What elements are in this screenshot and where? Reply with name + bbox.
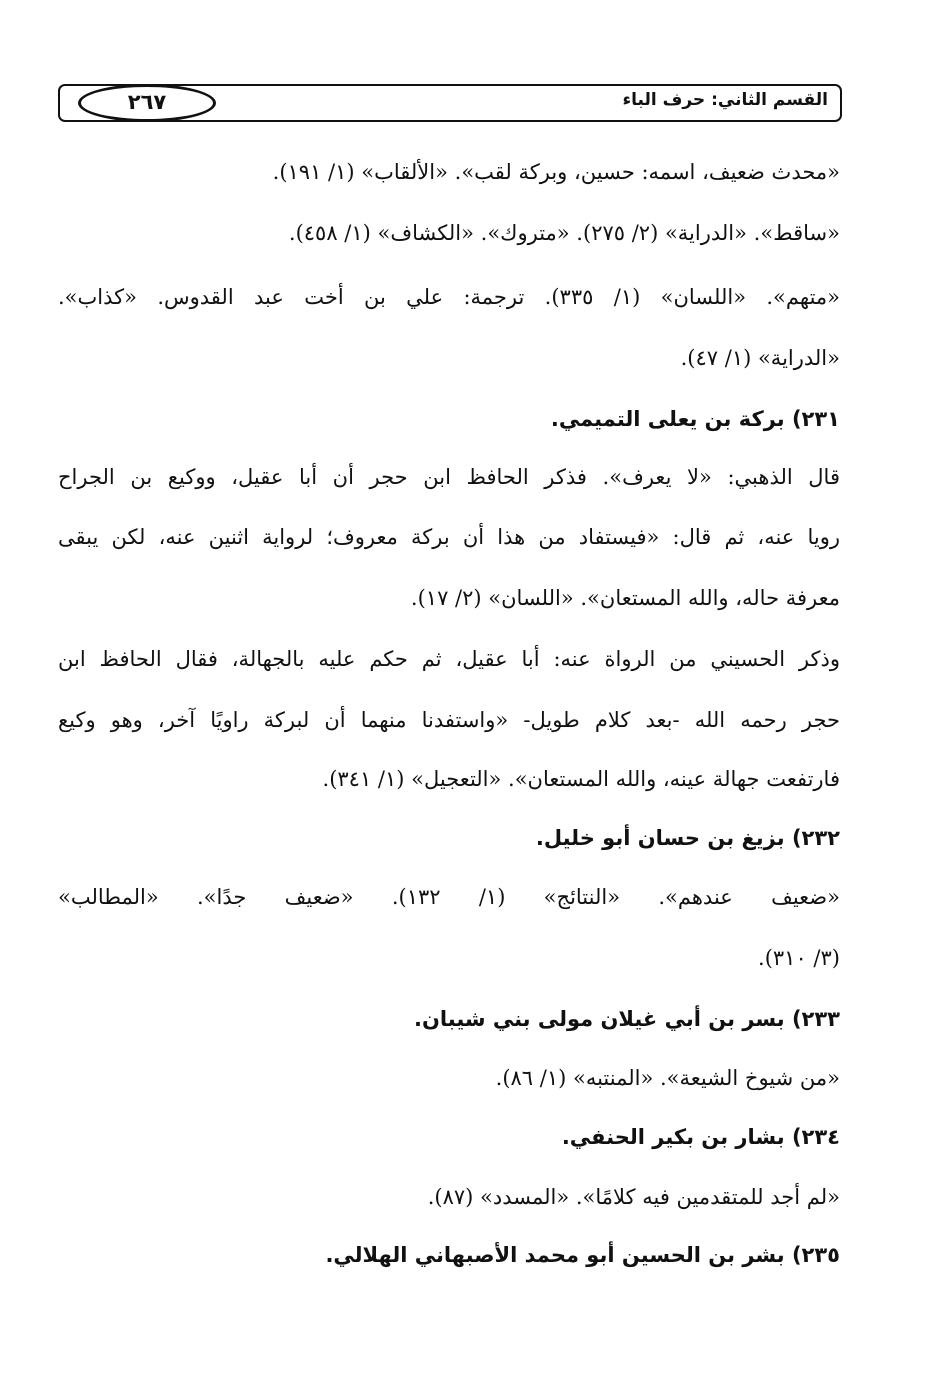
text-line: فارتفعت جهالة عينه، والله المستعان». «التعجيل» (١/ ٣٤١). [322, 767, 840, 791]
page-number: ٢٦٧ [78, 84, 216, 122]
text-line: «محدث ضعيف، اسمه: حسين، وبركة لقب». «الألقاب» (١/ ١٩١). [272, 160, 840, 184]
entry-heading: ٢٣٣) بسر بن أبي غيلان مولى بني شيبان. [413, 1007, 840, 1031]
entry-heading: ٢٣٤) بشار بن بكير الحنفي. [561, 1125, 840, 1149]
text-line: «ضعيف عندهم». «النتائج» (١/ ١٣٢). «ضعيف جدًا». «المطالب» [58, 885, 840, 909]
text-line: «متهم». «اللسان» (١/ ٣٣٥). ترجمة: علي بن أخت عبد القدوس. «كذاب». [58, 285, 840, 309]
text-line: «ساقط». «الدراية» (٢/ ٢٧٥). «متروك». «الكشاف» (١/ ٤٥٨). [288, 221, 840, 245]
text-line: رويا عنه، ثم قال: «فيستفاد من هذا أن بركة معروف؛ لرواية اثنين عنه، لكن يبقى [58, 525, 840, 549]
text-line: «الدراية» (١/ ٤٧). [680, 346, 840, 370]
text-line: «لم أجد للمتقدمين فيه كلامًا». «المسدد» (٨٧). [427, 1185, 840, 1209]
running-header [58, 84, 842, 122]
text-line: معرفة حاله، والله المستعان». «اللسان» (٢/ ١٧). [410, 586, 840, 610]
entry-heading: ٢٣١) بركة بن يعلى التميمي. [550, 407, 840, 431]
text-line: حجر رحمه الله -بعد كلام طويل- «واستفدنا منهما أن لبركة راويًا آخر، وهو وكيع [58, 708, 840, 732]
text-line: (٣/ ٣١٠). [758, 946, 840, 970]
text-line: «من شيوخ الشيعة». «المنتبه» (١/ ٨٦). [495, 1066, 840, 1090]
section-title: القسم الثاني: حرف الباء [622, 90, 828, 110]
entry-heading: ٢٣٥) بشر بن الحسين أبو محمد الأصبهاني الهلالي. [325, 1243, 840, 1267]
text-line: وذكر الحسيني من الرواة عنه: أبا عقيل، ثم حكم عليه بالجهالة، فقال الحافظ ابن [58, 647, 840, 671]
text-line: قال الذهبي: «لا يعرف». فذكر الحافظ ابن حجر أن أبا عقيل، ووكيع بن الجراح [58, 465, 840, 489]
entry-heading: ٢٣٢) بزيغ بن حسان أبو خليل. [535, 826, 840, 850]
